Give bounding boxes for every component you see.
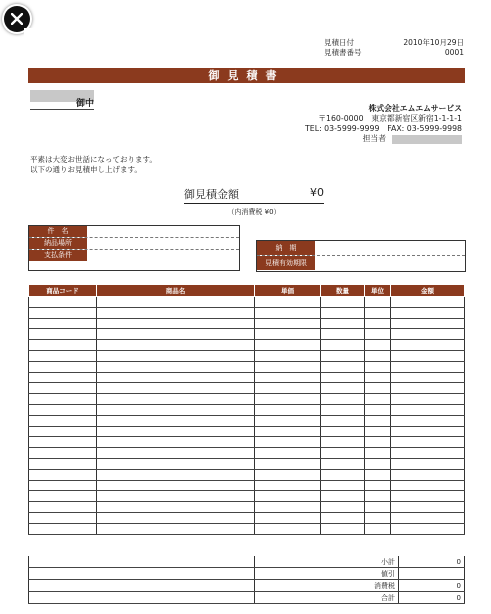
table-cell[interactable] [255, 437, 321, 448]
table-cell[interactable] [321, 512, 365, 523]
table-cell[interactable] [29, 512, 97, 523]
person-label: 担当者 [362, 134, 386, 143]
summary-label: 小計 [255, 556, 399, 568]
table-row[interactable] [29, 372, 465, 383]
table-cell[interactable] [365, 458, 391, 469]
table-cell[interactable] [321, 480, 365, 491]
field-label: 納品場所 [29, 238, 87, 249]
table-row[interactable] [29, 415, 465, 426]
column-header: 数量 [321, 285, 365, 297]
table-cell[interactable] [29, 491, 97, 502]
person-name-blank [392, 135, 462, 144]
table-cell[interactable] [29, 394, 97, 405]
table-cell[interactable] [365, 350, 391, 361]
table-cell[interactable] [29, 458, 97, 469]
table-cell[interactable] [321, 458, 365, 469]
summary-row [29, 568, 465, 580]
table-row[interactable] [29, 404, 465, 415]
table-cell[interactable] [391, 329, 465, 340]
table-cell[interactable] [365, 426, 391, 437]
table-cell[interactable] [97, 523, 255, 534]
table-cell[interactable] [29, 372, 97, 383]
table-cell[interactable] [255, 415, 321, 426]
table-cell[interactable] [321, 307, 365, 318]
table-cell[interactable] [391, 469, 465, 480]
table-cell[interactable] [391, 394, 465, 405]
table-cell[interactable] [97, 340, 255, 351]
table-cell[interactable] [321, 383, 365, 394]
field-row[interactable] [257, 256, 465, 270]
table-row[interactable] [29, 361, 465, 372]
table-row[interactable] [29, 502, 465, 513]
table-cell[interactable] [365, 523, 391, 534]
column-header: 商品コード [29, 285, 97, 297]
table-cell[interactable] [365, 480, 391, 491]
company-phone: TEL: 03-5999-9999 FAX: 03-5999-9998 [305, 124, 462, 133]
table-cell[interactable] [97, 512, 255, 523]
table-cell[interactable] [391, 383, 465, 394]
table-cell[interactable] [29, 383, 97, 394]
company-info [276, 104, 462, 144]
table-cell[interactable] [97, 404, 255, 415]
table-cell[interactable] [365, 394, 391, 405]
table-cell[interactable] [29, 297, 97, 308]
field-row[interactable] [29, 226, 239, 238]
table-cell[interactable] [29, 404, 97, 415]
table-cell[interactable] [97, 372, 255, 383]
total-amount-block [184, 186, 324, 217]
table-cell[interactable] [365, 502, 391, 513]
table-cell[interactable] [391, 415, 465, 426]
table-cell[interactable] [321, 426, 365, 437]
table-row[interactable] [29, 523, 465, 534]
table-cell[interactable] [255, 394, 321, 405]
table-cell[interactable] [391, 502, 465, 513]
table-cell[interactable] [365, 491, 391, 502]
table-row[interactable] [29, 350, 465, 361]
table-cell[interactable] [97, 415, 255, 426]
table-cell[interactable] [255, 350, 321, 361]
summary-row [29, 592, 465, 604]
number-label: 見積書番号 [324, 48, 362, 57]
table-cell[interactable] [365, 448, 391, 459]
table-cell[interactable] [255, 448, 321, 459]
table-cell[interactable] [255, 372, 321, 383]
table-cell[interactable] [391, 404, 465, 415]
table-cell[interactable] [321, 340, 365, 351]
table-cell[interactable] [365, 361, 391, 372]
table-cell[interactable] [29, 415, 97, 426]
column-header: 単位 [365, 285, 391, 297]
table-cell[interactable] [321, 437, 365, 448]
table-cell[interactable] [29, 426, 97, 437]
date-value: 2010年10月29日 [403, 38, 464, 47]
table-cell[interactable] [391, 340, 465, 351]
table-row[interactable] [29, 437, 465, 448]
total-value: ¥0 [310, 186, 324, 199]
table-cell[interactable] [255, 318, 321, 329]
tax-note: （内消費税 ¥0） [227, 208, 281, 216]
table-cell[interactable] [29, 448, 97, 459]
company-address: 〒160-0000 東京都新宿区新宿1-1-1-1 [318, 114, 462, 123]
addressee-suffix: 御中 [30, 96, 94, 110]
table-row[interactable] [29, 512, 465, 523]
table-cell[interactable] [321, 491, 365, 502]
table-cell[interactable] [321, 372, 365, 383]
field-row[interactable] [257, 241, 465, 256]
table-cell[interactable] [29, 523, 97, 534]
table-row[interactable] [29, 340, 465, 351]
table-row[interactable] [29, 480, 465, 491]
table-cell[interactable] [391, 448, 465, 459]
table-row[interactable] [29, 394, 465, 405]
table-cell[interactable] [391, 297, 465, 308]
table-row[interactable] [29, 491, 465, 502]
table-cell[interactable] [29, 502, 97, 513]
table-cell[interactable] [321, 415, 365, 426]
table-cell[interactable] [365, 329, 391, 340]
table-cell[interactable] [255, 329, 321, 340]
table-cell[interactable] [97, 394, 255, 405]
table-cell[interactable] [29, 469, 97, 480]
table-row[interactable] [29, 448, 465, 459]
table-cell[interactable] [97, 502, 255, 513]
table-cell[interactable] [97, 361, 255, 372]
column-header: 金額 [391, 285, 465, 297]
summary-label: 値引 [255, 568, 399, 580]
table-cell[interactable] [97, 383, 255, 394]
table-cell[interactable] [255, 469, 321, 480]
table-cell[interactable] [255, 340, 321, 351]
table-cell[interactable] [391, 307, 465, 318]
table-cell[interactable] [321, 448, 365, 459]
table-cell[interactable] [391, 361, 465, 372]
date-label: 見積日付 [324, 38, 354, 47]
table-cell[interactable] [365, 383, 391, 394]
table-cell[interactable] [365, 297, 391, 308]
table-cell[interactable] [365, 469, 391, 480]
field-label: 納 期 [257, 241, 315, 255]
greeting-line: 平素は大変お世話になっております。 [30, 155, 157, 164]
table-cell[interactable] [365, 512, 391, 523]
table-cell[interactable] [97, 329, 255, 340]
field-row[interactable] [29, 250, 239, 261]
quotation-document [24, 28, 470, 612]
document-title: 御見積書 [28, 68, 465, 83]
table-cell[interactable] [391, 512, 465, 523]
table-cell[interactable] [255, 491, 321, 502]
table-cell[interactable] [321, 329, 365, 340]
table-cell[interactable] [391, 318, 465, 329]
table-row[interactable] [29, 458, 465, 469]
items-table-wrap [28, 284, 465, 535]
field-label: 支払条件 [29, 250, 87, 261]
table-row[interactable] [29, 329, 465, 340]
table-header-row [29, 285, 465, 297]
table-cell[interactable] [321, 523, 365, 534]
greeting-line: 以下の通りお見積申し上げます。 [30, 165, 142, 174]
table-row[interactable] [29, 297, 465, 308]
table-cell[interactable] [29, 340, 97, 351]
greeting [30, 155, 157, 175]
table-cell[interactable] [255, 480, 321, 491]
summary-table [28, 556, 465, 604]
table-cell[interactable] [321, 297, 365, 308]
total-label: 御見積金額 [184, 188, 239, 201]
table-cell[interactable] [365, 307, 391, 318]
table-cell[interactable] [391, 523, 465, 534]
table-cell[interactable] [29, 329, 97, 340]
items-table [28, 284, 465, 535]
table-cell[interactable] [29, 318, 97, 329]
field-label: 件 名 [29, 226, 87, 237]
summary-row [29, 556, 465, 568]
table-cell[interactable] [97, 350, 255, 361]
table-cell[interactable] [29, 350, 97, 361]
table-cell[interactable] [255, 502, 321, 513]
table-cell[interactable] [365, 415, 391, 426]
field-label: 見積有効期限 [257, 256, 315, 270]
table-cell[interactable] [365, 340, 391, 351]
quote-fields-left [28, 225, 240, 271]
summary-value [399, 568, 465, 580]
table-cell[interactable] [365, 318, 391, 329]
column-header: 単価 [255, 285, 321, 297]
table-cell[interactable] [29, 480, 97, 491]
table-row[interactable] [29, 426, 465, 437]
table-cell[interactable] [391, 491, 465, 502]
table-cell[interactable] [255, 512, 321, 523]
table-cell[interactable] [97, 318, 255, 329]
table-cell[interactable] [29, 361, 97, 372]
table-cell[interactable] [321, 469, 365, 480]
table-cell[interactable] [97, 437, 255, 448]
table-cell[interactable] [97, 448, 255, 459]
table-cell[interactable] [255, 307, 321, 318]
quote-fields-right [256, 240, 466, 272]
summary-label: 消費税 [255, 580, 399, 592]
table-cell[interactable] [321, 361, 365, 372]
table-cell[interactable] [391, 437, 465, 448]
company-name: 株式会社エムエムサービス [368, 104, 462, 113]
table-cell[interactable] [97, 426, 255, 437]
table-cell[interactable] [255, 297, 321, 308]
quote-meta [324, 38, 464, 58]
table-row[interactable] [29, 318, 465, 329]
table-cell[interactable] [365, 437, 391, 448]
table-cell[interactable] [97, 297, 255, 308]
close-icon [11, 13, 23, 25]
column-header: 商品名 [97, 285, 255, 297]
table-cell[interactable] [391, 372, 465, 383]
table-cell[interactable] [321, 502, 365, 513]
table-cell[interactable] [255, 361, 321, 372]
summary-row [29, 580, 465, 592]
summary-label: 合計 [255, 592, 399, 604]
table-cell[interactable] [365, 404, 391, 415]
number-value: 0001 [444, 48, 464, 57]
table-cell[interactable] [391, 458, 465, 469]
table-cell[interactable] [29, 307, 97, 318]
table-cell[interactable] [255, 404, 321, 415]
summary-value: 0 [399, 556, 465, 568]
table-cell[interactable] [321, 394, 365, 405]
table-cell[interactable] [97, 469, 255, 480]
table-cell[interactable] [321, 404, 365, 415]
table-cell[interactable] [255, 458, 321, 469]
table-cell[interactable] [97, 480, 255, 491]
table-cell[interactable] [391, 350, 465, 361]
summary-value: 0 [399, 580, 465, 592]
table-row[interactable] [29, 469, 465, 480]
table-cell[interactable] [255, 426, 321, 437]
table-cell[interactable] [255, 383, 321, 394]
table-cell[interactable] [321, 350, 365, 361]
table-cell[interactable] [321, 318, 365, 329]
summary-value: 0 [399, 592, 465, 604]
table-cell[interactable] [97, 458, 255, 469]
table-cell[interactable] [391, 426, 465, 437]
table-cell[interactable] [255, 523, 321, 534]
table-cell[interactable] [365, 372, 391, 383]
table-cell[interactable] [97, 307, 255, 318]
table-cell[interactable] [391, 480, 465, 491]
table-row[interactable] [29, 307, 465, 318]
field-row[interactable] [29, 238, 239, 250]
table-cell[interactable] [29, 437, 97, 448]
table-cell[interactable] [97, 491, 255, 502]
table-row[interactable] [29, 383, 465, 394]
